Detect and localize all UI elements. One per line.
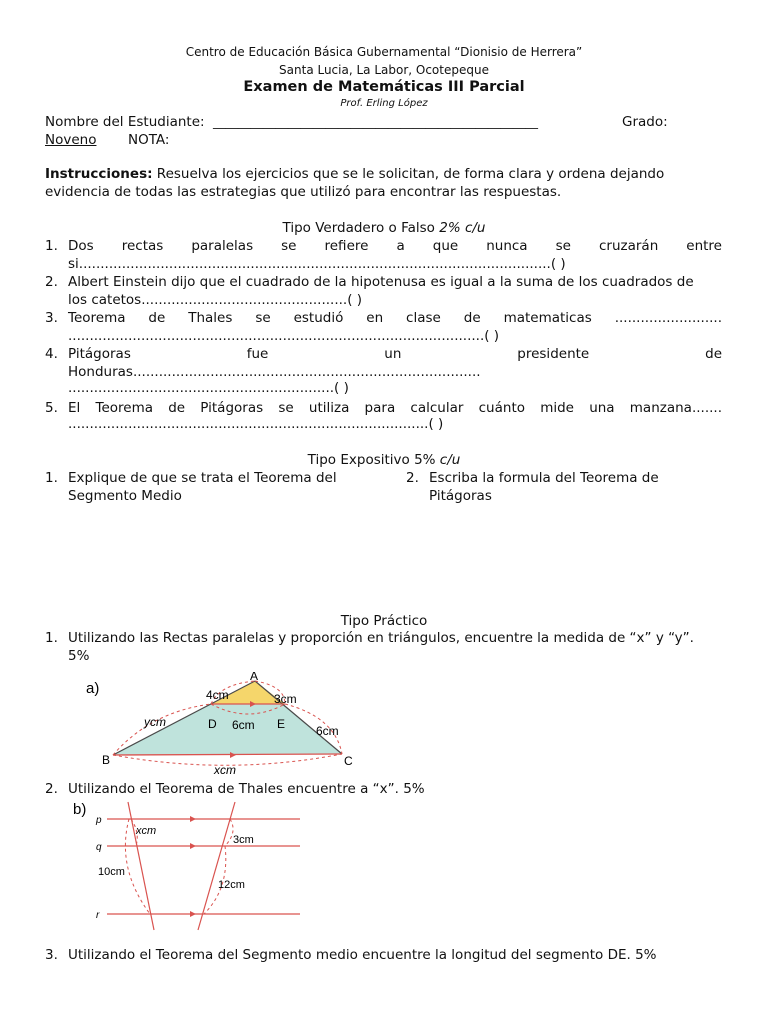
section-tf-title-text: Tipo Verdadero o Falso: [282, 220, 435, 236]
tf-item-4-line1: Pitágoras fue un presidente de: [68, 346, 722, 362]
transversal-right: [198, 802, 235, 930]
tf-item-4-line2: Honduras.................................................................................: [68, 364, 481, 380]
exp-item-1-line2: Segmento Medio: [68, 488, 182, 504]
label-ten: 10cm: [98, 866, 125, 878]
tf-item-3-num: 3.: [45, 310, 58, 326]
label-x: xcm: [136, 825, 157, 837]
label-ec: 6cm: [316, 724, 339, 738]
label-p: p: [96, 815, 102, 826]
prac-item-3-num: 3.: [45, 947, 58, 963]
label-bc: xcm: [214, 763, 236, 777]
prac-item-1-line1: Utilizando las Rectas paralelas y proporción en triángulos, encuentre la medida de “x” y “y”.: [68, 630, 694, 646]
vertex-a: A: [250, 672, 259, 683]
student-name-label: Nombre del Estudiante:: [45, 114, 205, 130]
figure-a-label: a): [86, 680, 100, 697]
section-exp-value: c/u: [439, 452, 461, 468]
section-prac-title: Tipo Práctico: [340, 613, 428, 629]
figure-b-label: b): [73, 801, 87, 818]
tf-item-1-line2: si..............................................................................................................( ): [68, 256, 566, 272]
prac-item-2-num: 2.: [45, 781, 58, 797]
tf-item-4-num: 4.: [45, 346, 58, 362]
tf-item-5-line1: El Teorema de Pitágoras se utiliza para calcular cuánto mide una manzana.......: [68, 400, 722, 416]
tf-item-5-num: 5.: [45, 400, 58, 416]
teacher-name: Prof. Erling López: [340, 98, 428, 109]
label-r: r: [96, 910, 100, 921]
figure-a-triangle: [80, 672, 370, 780]
arrow-p: [190, 816, 196, 822]
prac-item-3-line1: Utilizando el Teorema del Segmento medio encuentre la longitud del segmento DE. 5%: [68, 947, 657, 963]
label-q: q: [96, 842, 102, 853]
prac-item-2-line1: Utilizando el Teorema de Thales encuentre a “x”. 5%: [68, 781, 425, 797]
section-tf-title: [0, 219, 768, 237]
prac-item-1-num: 1.: [45, 630, 58, 646]
tf-item-3-line1: Teorema de Thales se estudió en clase de matematicas .........................: [68, 310, 722, 326]
nota-label: NOTA:: [128, 132, 170, 148]
vertex-c: C: [344, 754, 353, 768]
school-name: Centro de Educación Básica Gubernamental “Dionisio de Herrera”: [185, 45, 583, 59]
exp-item-2-line1: Escriba la formula del Teorema de: [429, 470, 659, 486]
label-de: 6cm: [232, 718, 255, 732]
label-three: 3cm: [233, 834, 254, 846]
exam-title: Examen de Matemáticas III Parcial: [243, 79, 525, 95]
vertex-e: E: [277, 717, 286, 731]
tf-item-1-line1: Dos rectas paralelas se refiere a que nunca se cruzarán entre: [68, 238, 722, 254]
student-name-blank: ____________________________________________________: [213, 114, 538, 129]
label-ad: 4cm: [206, 688, 229, 702]
vertex-d: D: [208, 717, 217, 731]
tf-item-4-line3: ..............................................................( ): [68, 380, 349, 396]
prac-item-1-line2: 5%: [68, 648, 90, 664]
label-bd: ycm: [144, 715, 166, 729]
tf-item-2-num: 2.: [45, 274, 58, 290]
exp-item-1-num: 1.: [45, 470, 58, 486]
tf-item-2-line2: los catetos................................................( ): [68, 292, 363, 308]
tf-item-1-num: 1.: [45, 238, 58, 254]
tf-item-3-line2: .................................................................................................( ): [68, 328, 500, 344]
instructions-text-1: Resuelva los ejercicios que se le solicitan, de forma clara y ordena dejando: [156, 166, 665, 182]
section-tf-value: 2% c/u: [439, 220, 486, 236]
section-exp-title-text: Tipo Expositivo 5%: [307, 452, 436, 468]
instructions-text-2: evidencia de todas las estrategias que utilizó para encontrar las respuestas.: [45, 184, 562, 200]
exp-item-2-line2: Pitágoras: [429, 488, 492, 504]
grade-label: Grado:: [622, 114, 668, 130]
tf-item-2-line1: Albert Einstein dijo que el cuadrado de la hipotenusa es igual a la suma de los cuadrados de: [68, 274, 694, 290]
school-location: Santa Lucia, La Labor, Ocotepeque: [279, 63, 489, 77]
section-exp-title: [0, 451, 768, 469]
vertex-b: B: [102, 753, 111, 767]
instructions-label: Instrucciones:: [45, 166, 153, 182]
figure-b-thales: [70, 798, 310, 932]
grade-value: Noveno: [45, 132, 97, 148]
tf-item-5-line2: ....................................................................................( ): [68, 416, 444, 432]
exp-item-1-line1: Explique de que se trata el Teorema del: [68, 470, 337, 486]
exp-item-2-num: 2.: [406, 470, 419, 486]
label-ae: 3cm: [274, 692, 297, 706]
instructions-line-1: [45, 165, 664, 183]
arrow-r: [190, 911, 196, 917]
label-twelve: 12cm: [218, 879, 245, 891]
arrow-q: [190, 843, 196, 849]
